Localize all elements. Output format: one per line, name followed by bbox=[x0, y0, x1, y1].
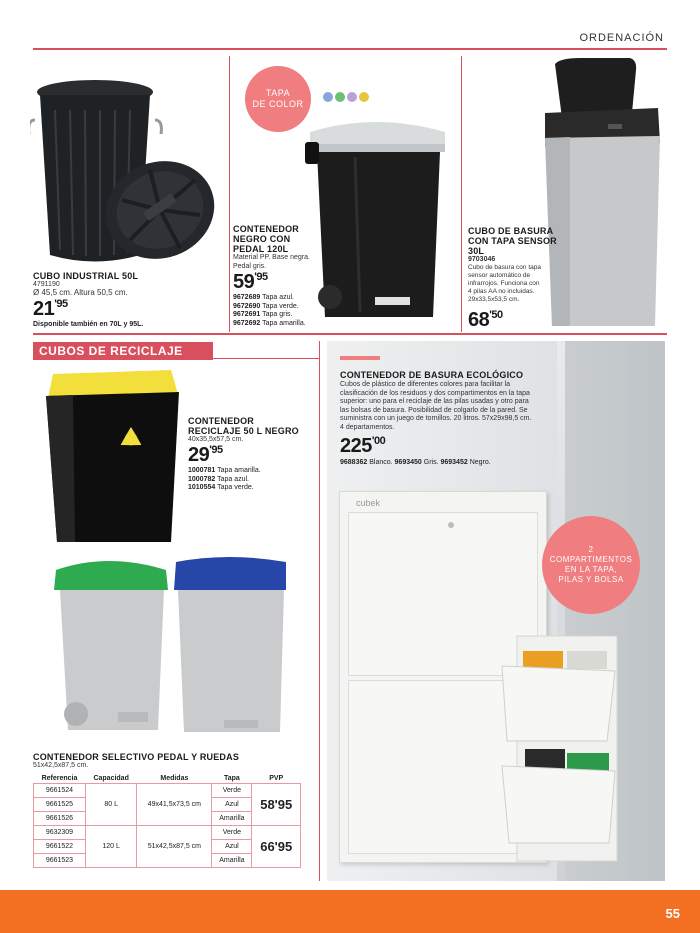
ecologico-desc-4: las bolsas de basura. Posibilidad de colgarlo de la pared. Se bbox=[340, 406, 528, 414]
reciclaje-ref-code: 1010554 bbox=[188, 484, 216, 491]
cell-price: 66'95 bbox=[252, 826, 301, 868]
col-capacity: Capacidad bbox=[93, 775, 129, 782]
col-ref: Referencia bbox=[41, 775, 78, 782]
reciclaje-ref-text: Tapa azul. bbox=[217, 475, 250, 483]
reciclaje-ref-row bbox=[188, 467, 261, 476]
dot-green bbox=[335, 92, 345, 102]
reciclaje-ref-text: Tapa verde. bbox=[217, 484, 254, 491]
ecologico-ref-code: 9688362 bbox=[340, 459, 368, 466]
industrial-note bbox=[33, 321, 143, 330]
pedal-ref-row bbox=[233, 294, 306, 303]
pedal-ref-code: 9672689 bbox=[233, 294, 261, 301]
open-cabinet-image bbox=[497, 631, 627, 871]
pedal-price: $59^{'95}$ bbox=[233, 271, 268, 293]
reciclaje-price-dec: 95 bbox=[211, 444, 223, 456]
mid-divider bbox=[33, 333, 667, 335]
reciclaje-price-int: 29 bbox=[188, 444, 210, 466]
industrial-ref: 4791190 bbox=[33, 281, 60, 288]
sensor-ref: 9703046 bbox=[468, 256, 496, 263]
pedal-ref-row bbox=[233, 320, 306, 329]
cell-tapa: Verde bbox=[212, 784, 252, 798]
sensor-title-1: CUBO DE BASURA bbox=[468, 226, 554, 236]
selectivo-table bbox=[33, 774, 301, 868]
comp-line-1: 2 bbox=[588, 545, 594, 554]
table-row bbox=[34, 826, 301, 840]
reciclaje-ref-text: Tapa amarilla. bbox=[217, 467, 261, 474]
ecologico-ref-code: 9693450 bbox=[394, 459, 422, 466]
tapa-color-badge bbox=[245, 66, 311, 132]
reciclaje-refs bbox=[188, 467, 261, 493]
ecologico-desc-6: 4 departamentos. bbox=[340, 423, 395, 431]
pedal-ref-code: 9672691 bbox=[233, 311, 261, 318]
section-label: ORDENACIÓN bbox=[579, 32, 664, 44]
industrial-price: $21^{'95}$ bbox=[33, 298, 68, 320]
ecologico-tag bbox=[340, 356, 380, 360]
pedal-title-3: PEDAL 120L bbox=[233, 244, 289, 254]
category-underline bbox=[33, 358, 319, 359]
pedal-price-dec: 95 bbox=[256, 271, 268, 283]
cell-tapa: Azul bbox=[212, 798, 252, 812]
pedal-desc-1: Material PP. Base negra. bbox=[233, 254, 310, 261]
cell-measures: 49x41,5x73,5 cm bbox=[137, 784, 212, 826]
sensor-price-dec: 50 bbox=[491, 309, 503, 321]
ecologico-desc-3: superior: uno para el reciclaje de las pilas usadas y otro para bbox=[340, 398, 529, 405]
cell-capacity: 120 L bbox=[85, 826, 136, 868]
ecologico-price: $225^{'00}$ bbox=[340, 435, 386, 457]
cell-tapa: Amarilla bbox=[212, 854, 252, 868]
sensor-desc-5: 29x33,5x53,5 cm. bbox=[468, 296, 520, 303]
ecologico-refs bbox=[340, 459, 491, 468]
sensor-title-3: 30L bbox=[468, 246, 485, 256]
reciclaje-price: $29^{'95}$ bbox=[188, 444, 223, 466]
color-dots bbox=[323, 89, 371, 107]
cell-ref: 9661524 bbox=[34, 784, 86, 798]
pedal-title bbox=[233, 224, 299, 254]
col-pvp: PVP bbox=[269, 775, 284, 782]
ecologico-title: CONTENEDOR DE BASURA ECOLÓGICO bbox=[340, 370, 524, 380]
selectivo-dims: 51x42,5x87,5 cm. bbox=[33, 762, 89, 769]
ecologico-desc bbox=[340, 381, 531, 432]
category-heading: CUBOS DE RECICLAJE bbox=[33, 342, 213, 360]
sensor-title bbox=[468, 226, 557, 256]
reciclaje-ref-code: 1000781 bbox=[188, 467, 216, 474]
pedal-refs bbox=[233, 294, 306, 328]
pedal-ref-text: Tapa verde. bbox=[262, 302, 299, 310]
comp-line-3: EN LA TAPA, bbox=[564, 565, 618, 574]
reciclaje-title-1: CONTENEDOR bbox=[188, 416, 255, 426]
table-header-row bbox=[34, 774, 301, 784]
ecologico-price-int: 225 bbox=[340, 435, 372, 457]
industrial-note-sizes: 70L y 95L. bbox=[109, 321, 144, 328]
dot-yellow bbox=[359, 92, 369, 102]
page-number: 55 bbox=[665, 906, 680, 921]
industrial-note-text: Disponible también en bbox=[33, 321, 110, 328]
cell-ref: 9661522 bbox=[34, 840, 86, 854]
cell-ref: 9661523 bbox=[34, 854, 86, 868]
col-tapa: Tapa bbox=[223, 775, 240, 782]
cell-tapa: Amarilla bbox=[212, 812, 252, 826]
pedal-ref-code: 9672692 bbox=[233, 319, 261, 327]
sensor-desc-2: sensor automático de bbox=[468, 272, 531, 279]
industrial-title: CUBO INDUSTRIAL 50L bbox=[33, 271, 139, 281]
cell-ref: 9661526 bbox=[34, 812, 86, 826]
pedal-ref-row bbox=[233, 311, 306, 320]
reciclaje-title bbox=[188, 416, 299, 436]
pedal-ref-code: 9672690 bbox=[233, 302, 261, 310]
sensor-desc-1: Cubo de basura con tapa bbox=[468, 264, 541, 271]
comp-line-4: PILAS Y BOLSA bbox=[558, 575, 624, 584]
cell-tapa: Azul bbox=[212, 840, 252, 854]
reciclaje-title-2: RECICLAJE 50 L NEGRO bbox=[188, 426, 299, 436]
pedal-desc-2: Pedal gris. bbox=[233, 262, 267, 270]
ecologico-price-dec: 00 bbox=[374, 435, 386, 447]
ecologico-desc-1: Cubos de plástico de diferentes colores para facilitar la bbox=[340, 381, 511, 388]
reciclaje-ref-row bbox=[188, 484, 261, 493]
sensor-price: $68^{'50}$ bbox=[468, 309, 503, 331]
ecologico-ref-text: Blanco. bbox=[369, 459, 393, 466]
pedal-title-2: NEGRO CON bbox=[233, 234, 291, 244]
compartimentos-badge bbox=[542, 516, 640, 614]
selectivo-title: CONTENEDOR SELECTIVO PEDAL Y RUEDAS bbox=[33, 752, 240, 762]
cell-ref: 9632309 bbox=[34, 826, 86, 840]
reciclaje-ref-code: 1000782 bbox=[188, 475, 216, 483]
cell-price: 58'95 bbox=[252, 784, 301, 826]
pedal-ref-text: Tapa azul. bbox=[262, 294, 295, 301]
divider-v2 bbox=[461, 56, 462, 332]
reciclaje-bin-image bbox=[43, 364, 183, 544]
sensor-bin-image bbox=[540, 58, 670, 330]
reciclaje-dims: 40x35,5x57,5 cm. bbox=[188, 436, 244, 443]
pedal-title-1: CONTENEDOR bbox=[233, 224, 300, 234]
cell-measures: 51x42,5x87,5 cm bbox=[137, 826, 212, 868]
ecologico-ref-text: Gris. bbox=[423, 459, 439, 466]
comp-line-2: COMPARTIMENTOS bbox=[549, 555, 633, 564]
dot-blue bbox=[323, 92, 333, 102]
col-measures: Medidas bbox=[160, 775, 189, 782]
ecologico-ref-code: 9693452 bbox=[440, 459, 468, 466]
pedal-ref-row bbox=[233, 303, 306, 312]
dot-lilac bbox=[347, 92, 357, 102]
top-divider bbox=[33, 48, 667, 50]
badge-line-1: TAPA bbox=[265, 88, 291, 98]
sensor-desc bbox=[468, 264, 541, 304]
industrial-price-dec: 95 bbox=[56, 298, 68, 310]
sensor-title-2: CON TAPA SENSOR bbox=[468, 236, 557, 246]
ecologico-desc-5: suministra con un juego de tornillos. 20 litros. 57x29x98,5 cm. bbox=[340, 415, 532, 422]
pedal-bin-image bbox=[305, 112, 455, 332]
table-row bbox=[34, 784, 301, 798]
industrial-price-int: 21 bbox=[33, 298, 55, 320]
industrial-dims: Ø 45,5 cm. Altura 50,5 cm. bbox=[33, 288, 128, 297]
badge-line-2: DE COLOR bbox=[252, 99, 304, 109]
cabinet-knob bbox=[448, 522, 454, 528]
pedal-price-int: 59 bbox=[233, 271, 255, 293]
sensor-price-int: 68 bbox=[468, 309, 490, 331]
cell-tapa: Verde bbox=[212, 826, 252, 840]
industrial-bin-image bbox=[30, 70, 220, 270]
divider-v1 bbox=[229, 56, 230, 332]
selectivo-bins-image bbox=[48, 552, 298, 742]
ecologico-desc-2: clasificación de los residuos y dos compartimentos en la tapa bbox=[340, 389, 530, 397]
cabinet-brand: cubek bbox=[356, 498, 381, 508]
ecologico-ref-text: Negro. bbox=[469, 459, 491, 466]
sensor-desc-3: infrarrojos. Funciona con bbox=[468, 280, 540, 287]
pedal-ref-text: Tapa amarilla. bbox=[262, 319, 306, 327]
reciclaje-ref-row bbox=[188, 476, 261, 485]
cell-ref: 9661525 bbox=[34, 798, 86, 812]
pedal-desc bbox=[233, 254, 310, 271]
pedal-ref-text: Tapa gris. bbox=[262, 311, 293, 318]
sensor-desc-4: 4 pilas AA no incluidas. bbox=[468, 288, 535, 295]
divider-v3 bbox=[319, 341, 320, 881]
footer-bar bbox=[0, 890, 700, 933]
cell-capacity: 80 L bbox=[85, 784, 136, 826]
